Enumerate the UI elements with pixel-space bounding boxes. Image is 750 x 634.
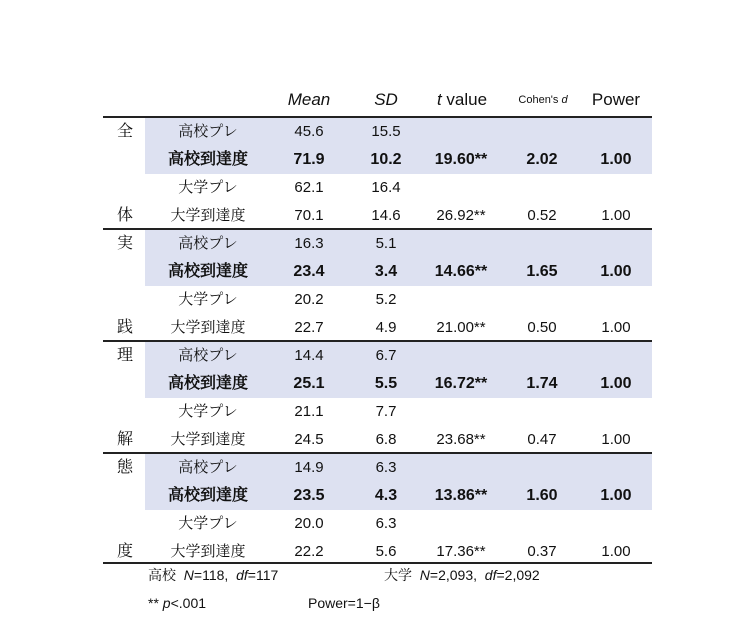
sd-cell: 15.5	[371, 123, 401, 140]
t-value-cell: 21.00**	[436, 319, 486, 336]
row-label: 大学到達度	[170, 319, 246, 336]
sd-cell: 16.4	[371, 179, 401, 196]
mean-cell: 23.4	[293, 263, 325, 280]
t-value-cell: 26.92**	[436, 207, 486, 224]
table-row	[103, 146, 652, 174]
mean-cell: 62.1	[294, 179, 324, 196]
row-label: 高校プレ	[178, 347, 238, 364]
sd-cell: 6.3	[375, 459, 397, 476]
mean-cell: 21.1	[294, 403, 324, 420]
header-sd	[351, 86, 421, 114]
mean-cell: 14.9	[294, 459, 324, 476]
sd-cell: 4.9	[375, 319, 397, 336]
power-cell: 1.00	[601, 319, 631, 336]
footnote-power-definition	[308, 593, 380, 613]
sd-cell: 5.2	[375, 291, 397, 308]
header-cohens-d	[503, 86, 583, 114]
category-label-bottom: 体	[116, 207, 133, 224]
mean-cell: 45.6	[294, 123, 324, 140]
header-mean	[274, 86, 344, 114]
mean-cell: 22.7	[294, 319, 324, 336]
power-cell: 1.00	[600, 151, 632, 168]
table-row	[103, 510, 652, 538]
footnote-sample-sizes	[148, 565, 278, 585]
row-label: 大学到達度	[170, 543, 246, 560]
table-row	[103, 482, 652, 510]
power-cell: 1.00	[601, 431, 631, 448]
footnote-power-formula: Power=1−β	[308, 595, 380, 611]
sd-cell: 7.7	[375, 403, 397, 420]
row-label: 高校到達度	[167, 487, 248, 504]
footnote-p-threshold: <.001	[170, 595, 207, 611]
table-row	[103, 426, 652, 454]
cohens-d-cell: 1.65	[526, 263, 558, 280]
mean-cell: 20.2	[294, 291, 324, 308]
t-value-cell: 17.36**	[436, 543, 486, 560]
row-label: 高校プレ	[178, 459, 238, 476]
sd-cell: 10.2	[370, 151, 402, 168]
row-label: 高校プレ	[178, 123, 238, 140]
table-body	[103, 116, 652, 564]
table-row	[103, 174, 652, 202]
mean-cell: 71.9	[293, 151, 325, 168]
table-row	[103, 314, 652, 342]
t-value-cell: 14.66**	[434, 263, 488, 280]
power-cell: 1.00	[600, 375, 632, 392]
header-d-symbol: d	[561, 94, 568, 106]
sd-cell: 5.6	[375, 543, 397, 560]
table-group	[103, 228, 652, 340]
table-row	[103, 286, 652, 314]
cohens-d-cell: 0.52	[527, 207, 557, 224]
footnote-univ-n: =2,093,	[429, 567, 478, 583]
footnote-hs-df: =117	[247, 567, 279, 583]
sd-cell: 5.1	[375, 235, 397, 252]
table-group	[103, 116, 652, 228]
footnote-hs-n: =118,	[193, 567, 229, 583]
sd-cell: 14.6	[371, 207, 401, 224]
category-label-top: 理	[116, 347, 133, 364]
cohens-d-cell: 1.60	[526, 487, 558, 504]
category-label-top: 態	[116, 459, 133, 476]
row-label: 大学到達度	[170, 431, 246, 448]
sd-cell: 4.3	[374, 487, 398, 504]
row-label: 高校到達度	[167, 151, 248, 168]
table-row	[103, 538, 652, 566]
row-label: 大学プレ	[178, 403, 238, 420]
power-cell: 1.00	[601, 207, 631, 224]
t-value-cell: 23.68**	[436, 431, 486, 448]
table-row	[103, 370, 652, 398]
sd-cell: 6.3	[375, 515, 397, 532]
row-label: 大学到達度	[170, 207, 246, 224]
sd-cell: 6.8	[375, 431, 397, 448]
sd-cell: 5.5	[374, 375, 398, 392]
mean-cell: 23.5	[293, 487, 325, 504]
table-group	[103, 340, 652, 452]
table-group	[103, 452, 652, 564]
sd-cell: 6.7	[375, 347, 397, 364]
footnote-hs-n-symbol: N	[183, 567, 194, 583]
footnote-univ-sizes	[384, 565, 540, 585]
sd-cell: 3.4	[374, 263, 398, 280]
footnote-hs-df-symbol: df	[236, 567, 248, 583]
mean-cell: 16.3	[294, 235, 324, 252]
cohens-d-cell: 0.47	[527, 431, 557, 448]
header-power	[580, 86, 652, 114]
table-row	[103, 342, 652, 370]
footnote-univ-n-symbol: N	[419, 567, 430, 583]
header-mean-label: Mean	[287, 90, 331, 109]
mean-cell: 14.4	[294, 347, 324, 364]
cohens-d-cell: 2.02	[526, 151, 558, 168]
footnote-univ-df-symbol: df	[484, 567, 497, 583]
header-sd-label: SD	[374, 90, 398, 109]
power-cell: 1.00	[601, 543, 631, 560]
table-row	[103, 230, 652, 258]
cohens-d-cell: 0.50	[527, 319, 557, 336]
cohens-d-cell: 1.74	[526, 375, 558, 392]
category-label-bottom: 度	[116, 543, 133, 560]
mean-cell: 25.1	[293, 375, 325, 392]
footnote-hs-label: 高校	[148, 567, 176, 583]
mean-cell: 22.2	[294, 543, 324, 560]
table-row	[103, 118, 652, 146]
table-row	[103, 202, 652, 230]
row-label: 大学プレ	[178, 515, 238, 532]
header-t-symbol: t	[436, 90, 442, 109]
row-label: 大学プレ	[178, 291, 238, 308]
row-label: 高校到達度	[167, 375, 248, 392]
table-row	[103, 398, 652, 426]
row-label: 大学プレ	[178, 179, 238, 196]
header-t-label: value	[441, 90, 488, 109]
footnote-stars: **	[148, 595, 163, 611]
header-t-value	[415, 86, 509, 114]
header-cohens-label: Cohen's	[518, 94, 562, 106]
category-label-top: 実	[116, 235, 133, 252]
power-cell: 1.00	[600, 263, 632, 280]
footnote-univ-df: =2,092	[496, 567, 540, 583]
table-row	[103, 258, 652, 286]
mean-cell: 70.1	[294, 207, 324, 224]
row-label: 高校到達度	[167, 263, 248, 280]
t-value-cell: 16.72**	[434, 375, 488, 392]
footnote-significance	[148, 593, 206, 613]
t-value-cell: 13.86**	[434, 487, 488, 504]
footnote-univ-label: 大学	[384, 567, 412, 583]
mean-cell: 20.0	[294, 515, 324, 532]
header-power-label: Power	[591, 90, 641, 109]
row-label: 高校プレ	[178, 235, 238, 252]
category-label-bottom: 解	[116, 431, 133, 448]
category-label-bottom: 践	[116, 319, 133, 336]
t-value-cell: 19.60**	[434, 151, 488, 168]
power-cell: 1.00	[600, 487, 632, 504]
cohens-d-cell: 0.37	[527, 543, 557, 560]
table-row	[103, 454, 652, 482]
mean-cell: 24.5	[294, 431, 324, 448]
category-label-top: 全	[116, 123, 133, 140]
footnote-p-symbol: p	[162, 595, 171, 611]
